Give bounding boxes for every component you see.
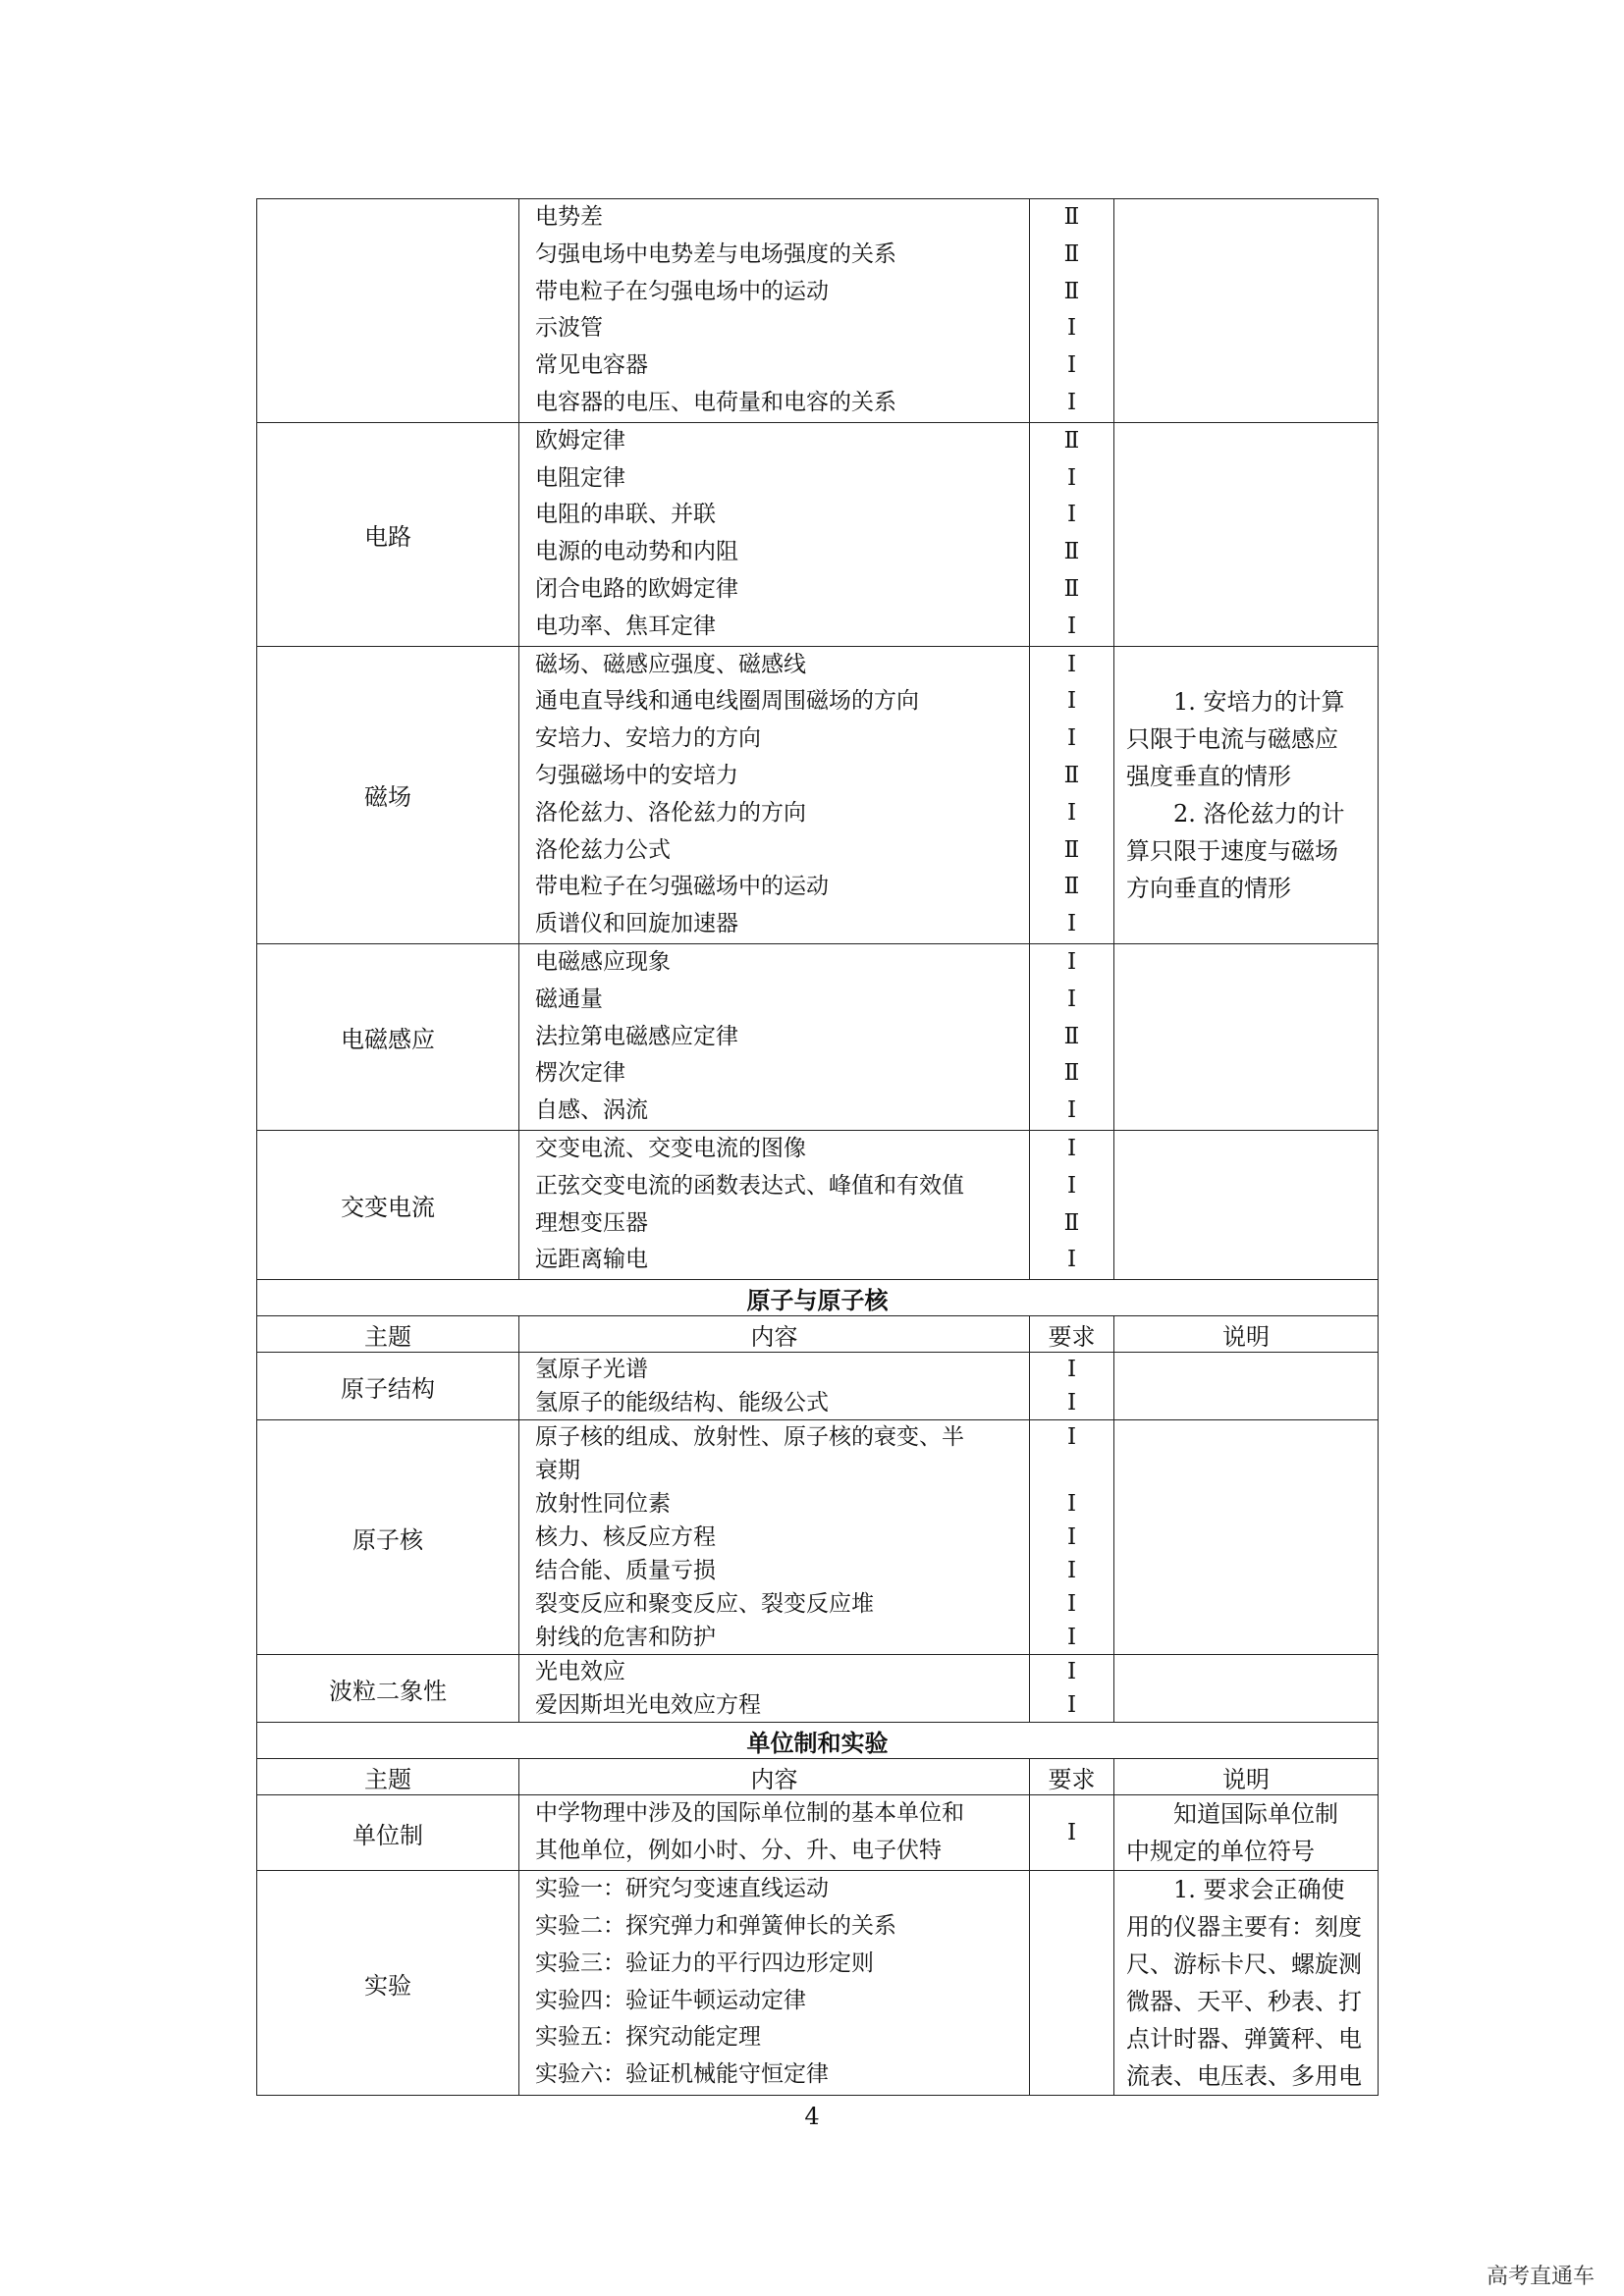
- req-cell: [1030, 1420, 1114, 1655]
- req-level: Ⅰ: [1066, 1591, 1077, 1618]
- content-item: 理想变压器: [535, 1209, 648, 1236]
- row-electric-field: [257, 199, 1379, 423]
- content-item: 磁场、磁感应强度、磁感线: [535, 651, 806, 677]
- content-item: 电阻的串联、并联: [535, 502, 716, 528]
- content-item: 实验一：研究匀变速直线运动: [535, 1876, 829, 1902]
- content-item: 氢原子的能级结构、能级公式: [535, 1390, 829, 1416]
- note-cell-empty: [1114, 943, 1379, 1130]
- req-level: Ⅰ: [1066, 613, 1077, 639]
- note-cell-empty: [1114, 1655, 1379, 1723]
- content-cell: [519, 646, 1030, 943]
- req-cell: [1030, 199, 1114, 423]
- header-row: [257, 1316, 1379, 1353]
- row-unit-system: [257, 1795, 1379, 1871]
- note-line: 算只限于速度与磁场: [1126, 836, 1338, 865]
- content-item: 衰期: [535, 1458, 580, 1484]
- req-level: Ⅰ: [1066, 688, 1077, 715]
- row-nucleus: [257, 1420, 1379, 1655]
- note-line: 强度垂直的情形: [1126, 762, 1291, 790]
- topic-cell: 磁场: [257, 646, 519, 943]
- content-item: 洛伦兹力、洛伦兹力的方向: [535, 799, 806, 826]
- req-level: Ⅰ: [1066, 502, 1077, 528]
- content-item: 远距离输电: [535, 1247, 648, 1273]
- section-title: 单位制和实验: [257, 1723, 1379, 1759]
- req-level: Ⅰ: [1066, 651, 1077, 677]
- content-cell: [519, 199, 1030, 423]
- content-item: 交变电流、交变电流的图像: [535, 1135, 806, 1161]
- req-level: Ⅱ: [1063, 836, 1080, 863]
- req-level: Ⅱ: [1063, 1023, 1080, 1049]
- content-item: 安培力、安培力的方向: [535, 725, 761, 752]
- note-line: 中规定的单位符号: [1126, 1838, 1315, 1866]
- note-line: 流表、电压表、多用电: [1126, 2062, 1362, 2091]
- note-cell: [1114, 646, 1379, 943]
- req-level: Ⅱ: [1063, 539, 1080, 565]
- req-cell: [1030, 1130, 1114, 1279]
- note-cell-empty: [1114, 199, 1379, 423]
- header-content: 内容: [519, 1759, 1030, 1795]
- note-line: 用的仪器主要有：刻度: [1126, 1913, 1362, 1942]
- content-item: 电势差: [535, 204, 603, 230]
- req-level: Ⅰ: [1066, 1097, 1077, 1124]
- content-item: 电功率、焦耳定律: [535, 613, 716, 639]
- req-level: Ⅱ: [1063, 762, 1080, 788]
- content-item: 结合能、质量亏损: [535, 1558, 716, 1584]
- req-level: Ⅱ: [1063, 575, 1080, 602]
- content-item: 放射性同位素: [535, 1491, 671, 1518]
- content-item: 闭合电路的欧姆定律: [535, 575, 738, 602]
- req-level: Ⅰ: [1066, 948, 1077, 975]
- topic-cell: 原子结构: [257, 1353, 519, 1420]
- req-level: Ⅰ: [1066, 799, 1077, 826]
- req-cell-empty: [1030, 1871, 1114, 2096]
- header-req: 要求: [1030, 1316, 1114, 1353]
- header-note: 说明: [1114, 1316, 1379, 1353]
- content-item: 匀强电场中电势差与电场强度的关系: [535, 240, 896, 267]
- header-row: [257, 1759, 1379, 1795]
- content-item: 通电直导线和通电线圈周围磁场的方向: [535, 688, 919, 715]
- content-item: 原子核的组成、放射性、原子核的衰变、半: [535, 1424, 964, 1451]
- note-cell-empty: [1114, 1130, 1379, 1279]
- content-cell: [519, 1795, 1030, 1871]
- req-level: Ⅰ: [1066, 464, 1077, 491]
- note-cell-empty: [1114, 1420, 1379, 1655]
- req-level: Ⅰ: [1066, 1659, 1077, 1685]
- note-line: 尺、游标卡尺、螺旋测: [1126, 1950, 1362, 1979]
- content-cell: [519, 1130, 1030, 1279]
- header-topic: 主题: [257, 1759, 519, 1795]
- content-item: 电容器的电压、电荷量和电容的关系: [535, 389, 896, 415]
- topic-cell: 单位制: [257, 1795, 519, 1871]
- req-level: Ⅰ: [1066, 1625, 1077, 1651]
- content-item: 裂变反应和聚变反应、裂变反应堆: [535, 1591, 874, 1618]
- section-row-atomic: [257, 1280, 1379, 1316]
- row-circuit: [257, 422, 1379, 646]
- req-cell: [1030, 1353, 1114, 1420]
- req-level: Ⅰ: [1066, 352, 1077, 379]
- note-cell: [1114, 1871, 1379, 2096]
- req-level: Ⅰ: [1066, 389, 1077, 415]
- req-level: Ⅰ: [1066, 1247, 1077, 1273]
- req-level: Ⅱ: [1063, 278, 1080, 304]
- req-level: Ⅰ: [1066, 1135, 1077, 1161]
- req-level: Ⅰ: [1066, 315, 1077, 342]
- req-level: Ⅰ: [1066, 1692, 1077, 1719]
- content-cell: [519, 1353, 1030, 1420]
- syllabus-table: [256, 198, 1379, 2096]
- note-line: 点计时器、弹簧秤、电: [1126, 2025, 1362, 2054]
- req-level: Ⅰ: [1066, 986, 1077, 1012]
- section-row-units: [257, 1723, 1379, 1759]
- header-content: 内容: [519, 1316, 1030, 1353]
- note-line: 1. 安培力的计算: [1173, 687, 1345, 716]
- content-item: 实验四：验证牛顿运动定律: [535, 1987, 806, 2013]
- content-item: 电磁感应现象: [535, 948, 671, 975]
- note-line: 微器、天平、秒表、打: [1126, 1988, 1362, 2016]
- req-level: Ⅰ: [1066, 1558, 1077, 1584]
- note-cell: [1114, 1795, 1379, 1871]
- content-item: 欧姆定律: [535, 427, 625, 454]
- content-item: 洛伦兹力公式: [535, 836, 671, 863]
- content-cell: [519, 943, 1030, 1130]
- note-line: 方向垂直的情形: [1126, 874, 1291, 902]
- req-level: Ⅱ: [1063, 204, 1080, 230]
- req-level: [1030, 1454, 1113, 1487]
- content-item: 法拉第电磁感应定律: [535, 1023, 738, 1049]
- content-item: 带电粒子在匀强电场中的运动: [535, 278, 829, 304]
- content-item: 核力、核反应方程: [535, 1524, 716, 1551]
- content-item: 楞次定律: [535, 1060, 625, 1087]
- content-item: 中学物理中涉及的国际单位制的基本单位和: [535, 1800, 964, 1827]
- req-level: Ⅰ: [1066, 1524, 1077, 1551]
- content-item: 实验五：探究动能定理: [535, 2024, 761, 2051]
- req-level: Ⅰ: [1066, 1820, 1077, 1846]
- content-item: 电阻定律: [535, 464, 625, 491]
- note-line: 知道国际单位制: [1173, 1800, 1338, 1829]
- row-magnetic-field: [257, 646, 1379, 943]
- req-level: Ⅰ: [1066, 1424, 1077, 1451]
- content-item: 其他单位，例如小时、分、升、电子伏特: [535, 1837, 942, 1863]
- note-cell-empty: [1114, 422, 1379, 646]
- content-item: 实验三：验证力的平行四边形定则: [535, 1949, 874, 1976]
- content-item: 射线的危害和防护: [535, 1625, 716, 1651]
- content-cell: [519, 1420, 1030, 1655]
- topic-cell: 交变电流: [257, 1130, 519, 1279]
- req-cell: [1030, 943, 1114, 1130]
- content-cell: [519, 1871, 1030, 2096]
- req-level: Ⅰ: [1066, 1357, 1077, 1383]
- req-level: Ⅰ: [1066, 1491, 1077, 1518]
- page-number: 4: [804, 2103, 820, 2130]
- header-topic: 主题: [257, 1316, 519, 1353]
- req-cell: [1030, 422, 1114, 646]
- topic-cell-empty: [257, 199, 519, 423]
- content-item: 自感、涡流: [535, 1097, 648, 1124]
- topic-cell: 原子核: [257, 1420, 519, 1655]
- note-line: 2. 洛伦兹力的计: [1173, 799, 1345, 828]
- content-item: 正弦交变电流的函数表达式、峰值和有效值: [535, 1172, 964, 1199]
- content-item: 带电粒子在匀强磁场中的运动: [535, 874, 829, 900]
- content-item: 常见电容器: [535, 352, 648, 379]
- content-item: 磁通量: [535, 986, 603, 1012]
- section-title: 原子与原子核: [257, 1280, 1379, 1316]
- content-item: 爱因斯坦光电效应方程: [535, 1692, 761, 1719]
- note-cell-empty: [1114, 1353, 1379, 1420]
- row-electromagnetic-induction: [257, 943, 1379, 1130]
- req-level: Ⅱ: [1063, 240, 1080, 267]
- row-alternating-current: [257, 1130, 1379, 1279]
- req-level: Ⅱ: [1063, 1209, 1080, 1236]
- header-note: 说明: [1114, 1759, 1379, 1795]
- content-cell: [519, 422, 1030, 646]
- row-experiments: [257, 1871, 1379, 2096]
- header-req: 要求: [1030, 1759, 1114, 1795]
- req-cell: [1030, 1795, 1114, 1871]
- content-item: 电源的电动势和内阻: [535, 539, 738, 565]
- row-atomic-structure: [257, 1353, 1379, 1420]
- content-item: 光电效应: [535, 1659, 625, 1685]
- topic-cell: 电磁感应: [257, 943, 519, 1130]
- content-item: 示波管: [535, 315, 603, 342]
- topic-cell: 波粒二象性: [257, 1655, 519, 1723]
- req-cell: [1030, 646, 1114, 943]
- content-item: 实验六：验证机械能守恒定律: [535, 2061, 829, 2088]
- topic-cell: 实验: [257, 1871, 519, 2096]
- req-level: Ⅰ: [1066, 911, 1077, 937]
- topic-cell: 电路: [257, 422, 519, 646]
- content-cell: [519, 1655, 1030, 1723]
- row-wave-particle-duality: [257, 1655, 1379, 1723]
- watermark-text: 高考直通车: [1486, 2265, 1595, 2289]
- note-line: 只限于电流与磁感应: [1126, 724, 1338, 753]
- note-line: 1. 要求会正确使: [1173, 1876, 1345, 1904]
- content-item: 质谱仪和回旋加速器: [535, 911, 738, 937]
- req-level: Ⅰ: [1066, 1390, 1077, 1416]
- req-cell: [1030, 1655, 1114, 1723]
- req-level: Ⅰ: [1066, 725, 1077, 752]
- content-item: 氢原子光谱: [535, 1357, 648, 1383]
- content-item: 匀强磁场中的安培力: [535, 762, 738, 788]
- req-level: Ⅰ: [1066, 1172, 1077, 1199]
- req-level: Ⅱ: [1063, 874, 1080, 900]
- req-level: Ⅱ: [1063, 1060, 1080, 1087]
- req-level: Ⅱ: [1063, 427, 1080, 454]
- content-item: 实验二：探究弹力和弹簧伸长的关系: [535, 1912, 896, 1939]
